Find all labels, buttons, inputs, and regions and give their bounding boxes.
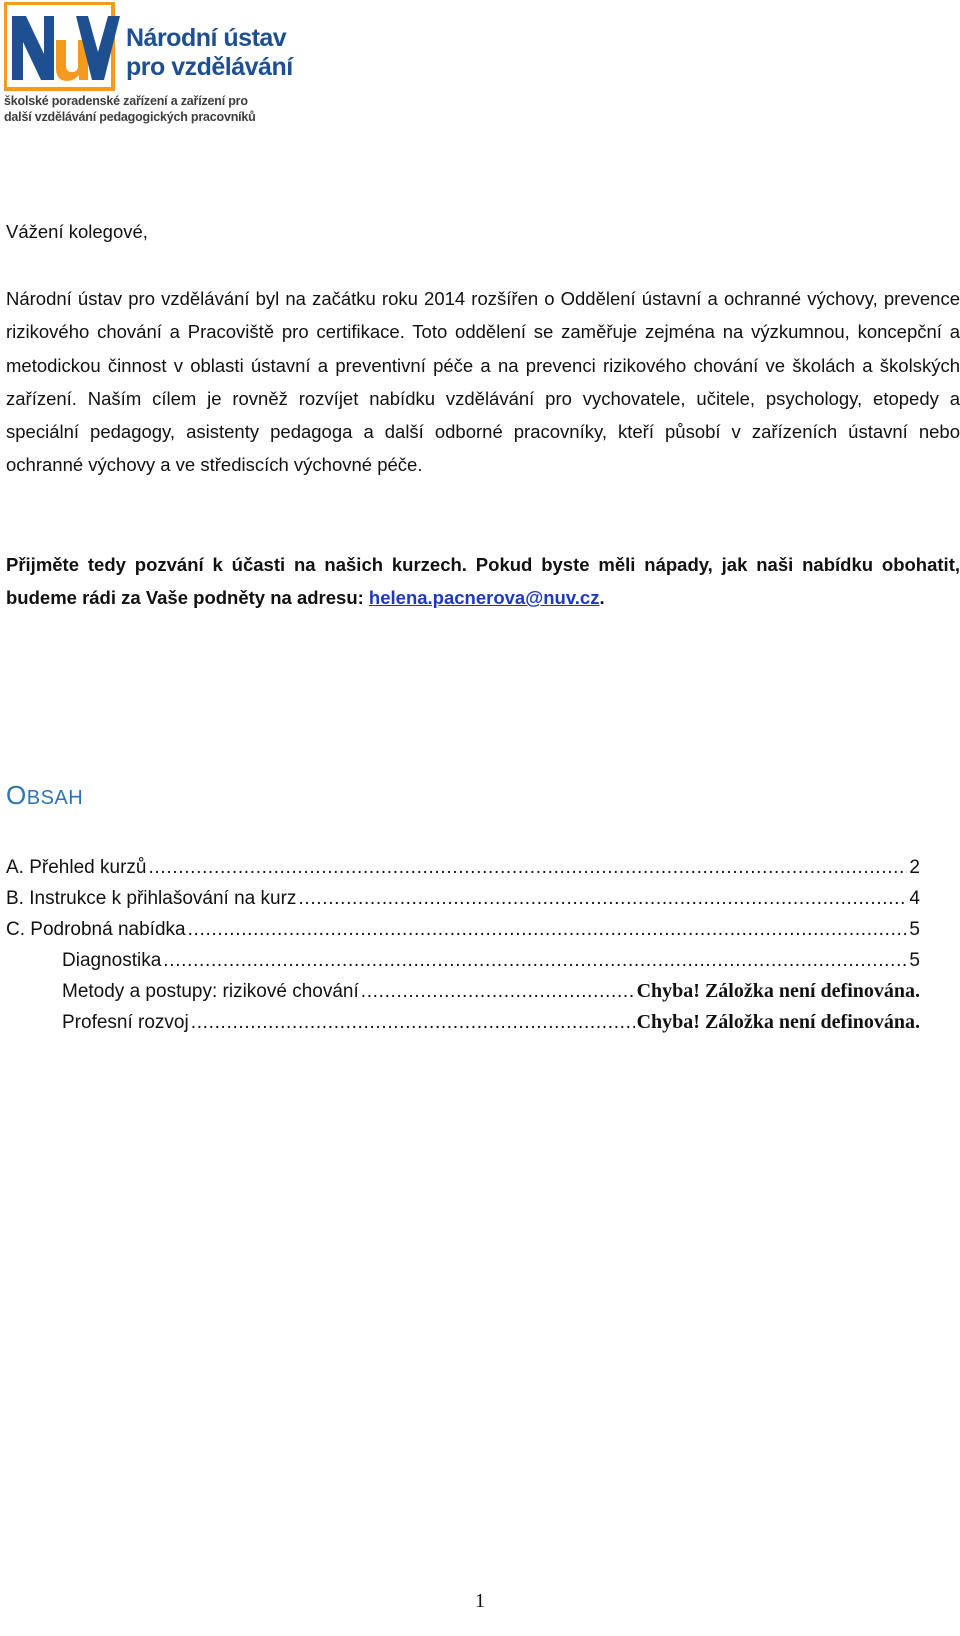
logo-title-line2: pro vzdělávání: [126, 53, 293, 81]
toc-dot-leader: [298, 883, 907, 914]
toc-entry-page: 2: [909, 857, 920, 878]
logo-subtitle-line2: další vzdělávání pedagogických pracovníků: [4, 110, 256, 124]
logo-subtitle: [4, 93, 304, 125]
toc-entry-page: Chyba! Záložka není definována.: [636, 1011, 920, 1033]
invitation-text: Přijměte tedy pozvání k účasti na našich kurzech. Pokud byste měli nápady, jak naši nabídku obohatit, budeme rádi za Vaše podněty na adresu:: [6, 554, 960, 609]
toc-dot-leader: [361, 976, 635, 1007]
toc-dot-leader: [148, 852, 907, 883]
table-of-contents: [6, 852, 920, 1038]
logo-subtitle-line1: školské poradenské zařízení a zařízení pro: [4, 94, 248, 108]
toc-dot-leader: [188, 914, 908, 945]
invitation-end: .: [599, 587, 605, 609]
intro-paragraph: Národní ústav pro vzdělávání byl na začátku roku 2014 rozšířen o Oddělení ústavní a ochranné výchovy, prevence rizikového chování a Pracoviště pro certifikace. Toto oddělení se zaměřuje zejména na výzkumnou, koncepční a metodickou činnost v oblasti ústavní a preventivní péče a na prevenci rizikového chování ve školách a školských zařízení. Naším cílem je rovněž rozvíjet nabídku vzdělávání pro vychovatele, učitele, psychology, etopedy a speciální pedagogy, asistenty pedagoga a další odborné pracovníky, kteří působí v zařízeních ústavní nebo ochranné výchovy a ve střediscích výchovné péče.: [6, 288, 960, 476]
toc-heading: [6, 780, 83, 811]
toc-dot-leader: [163, 945, 907, 976]
toc-entry-page: 4: [909, 888, 920, 909]
logo-title-line1: Národní ústav: [126, 24, 287, 52]
toc-entry-label: Diagnostika: [62, 950, 162, 971]
email-link[interactable]: helena.pacnerova@nuv.cz: [368, 587, 600, 609]
toc-entry-page: Chyba! Záložka není definována.: [636, 980, 920, 1002]
toc-entry-label: C. Podrobná nabídka: [6, 919, 186, 940]
toc-heading-first: O: [6, 780, 27, 810]
toc-entry-label: B. Instrukce k přihlašování na kurz: [6, 888, 297, 909]
toc-entry-page: 5: [909, 919, 920, 940]
toc-dot-leader: [191, 1007, 635, 1038]
toc-entry[interactable]: [6, 945, 920, 976]
toc-entry-label: Metody a postupy: rizikové chování: [62, 981, 359, 1002]
greeting: Vážení kolegové,: [6, 221, 148, 242]
toc-entry[interactable]: [6, 1007, 920, 1038]
toc-entry[interactable]: [6, 852, 920, 883]
page-number: 1: [475, 1590, 485, 1612]
nuv-logo: [4, 2, 304, 126]
toc-entry[interactable]: [6, 976, 920, 1007]
toc-entry[interactable]: [6, 914, 920, 945]
toc-heading-rest: BSAH: [26, 787, 84, 809]
toc-entry[interactable]: [6, 883, 920, 914]
nuv-logo-mark: [4, 2, 128, 94]
toc-entry-label: A. Přehled kurzů: [6, 857, 147, 878]
toc-entry-page: 5: [909, 950, 920, 971]
invitation-paragraph: [6, 548, 960, 615]
logo-title: [126, 24, 304, 82]
toc-entry-label: Profesní rozvoj: [62, 1012, 189, 1033]
